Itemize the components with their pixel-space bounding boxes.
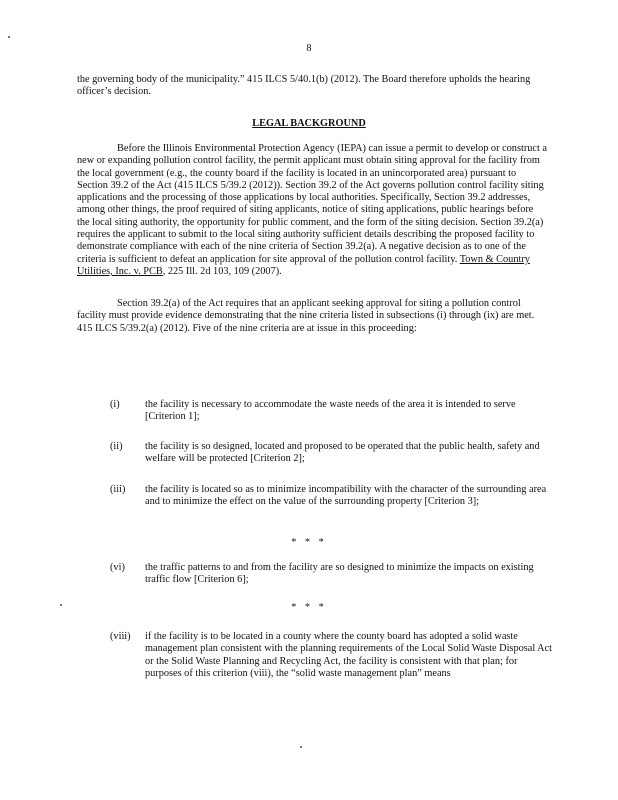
background-text: Before the Illinois Environmental Protection Agency (IEPA) can issue a permit to develop or construct a new or expanding pollution control facility, the permit applicant must obtain siting approval for the facility from the local government (e.g., the county board if the facility is located in an unincorporated area) pursuant to Section 39.2 of the Act (415 ILCS 5/39.2 (2012)). Section 39.2 of the Act governs pollution control facility siting applications and the processing of those applications by local authorities. Specifically, Section 39.2 addresses, among other things, the proof required of siting applicants, notice of siting applications, public hearings before the local siting authority, the opportunity for public comment, and the form of the siting decision. Section 39.2(a) requires the applicant to submit to the local siting authority sufficient details describing the proposed facility to demonstrate compliance with each of the nine criteria of Section 39.2(a). A negative decision as to one of the criteria is sufficient to defeat an application for site approval of the pollution control facility. — [77, 143, 547, 265]
criterion-text: the facility is necessary to accommodate the waste needs of the area it is intended to serve [Criterion 1]; — [145, 399, 516, 423]
case-name: Town & Country Utilities, Inc. v. PCB — [77, 253, 530, 277]
omission-stars: * * * — [291, 602, 327, 613]
criterion-number: (i) — [110, 399, 120, 410]
section-39-2a-paragraph — [77, 298, 547, 335]
section-heading: LEGAL BACKGROUND — [252, 118, 366, 129]
criterion-text: if the facility is to be located in a county where the county board has adopted a solid waste management plan consistent with the planning requirements of the Local Solid Waste Disposal Act or the Solid Waste Planning and Recycling Act, the facility is consistent with that plan; for purposes of this criterion (viii), the “solid waste management plan” means — [145, 631, 553, 679]
scan-speck — [60, 604, 62, 606]
criterion-text: the facility is so designed, located and proposed to be operated that the public health, safety and welfare will be protected [Criterion 2]; — [145, 441, 540, 465]
criterion-text: the facility is located so as to minimize incompatibility with the character of the surrounding area and to minimize the effect on the value of the surrounding property [Criterion 3]; — [145, 484, 547, 508]
scan-speck — [8, 36, 10, 38]
case-citation: , 225 Ill. 2d 103, 109 (2007). — [162, 265, 282, 277]
criterion-text: the traffic patterns to and from the facility are so designed to minimize the impacts on existing traffic flow [Criterion 6]; — [145, 562, 534, 586]
criterion-number: (viii) — [110, 631, 131, 642]
omission-stars: * * * — [291, 537, 327, 548]
criterion-number: (ii) — [110, 441, 123, 452]
continuation-paragraph: the governing body of the municipality.” 415 ILCS 5/40.1(b) (2012). The Board therefore upholds the hearing officer’s decision. — [77, 74, 531, 98]
background-paragraph — [77, 143, 547, 278]
page-number: 8 — [306, 43, 312, 54]
section-39-2a-text: Section 39.2(a) of the Act requires that an applicant seeking approval for siting a pollution control facility must provide evidence demonstrating that the nine criteria listed in subsections (i) through (ix) are met. 415 ILCS 5/39.2(a) (2012). Five of the nine criteria are at issue in this proceeding: — [77, 298, 535, 334]
scan-speck — [300, 746, 302, 748]
criterion-number: (iii) — [110, 484, 126, 495]
criterion-number: (vi) — [110, 562, 125, 573]
